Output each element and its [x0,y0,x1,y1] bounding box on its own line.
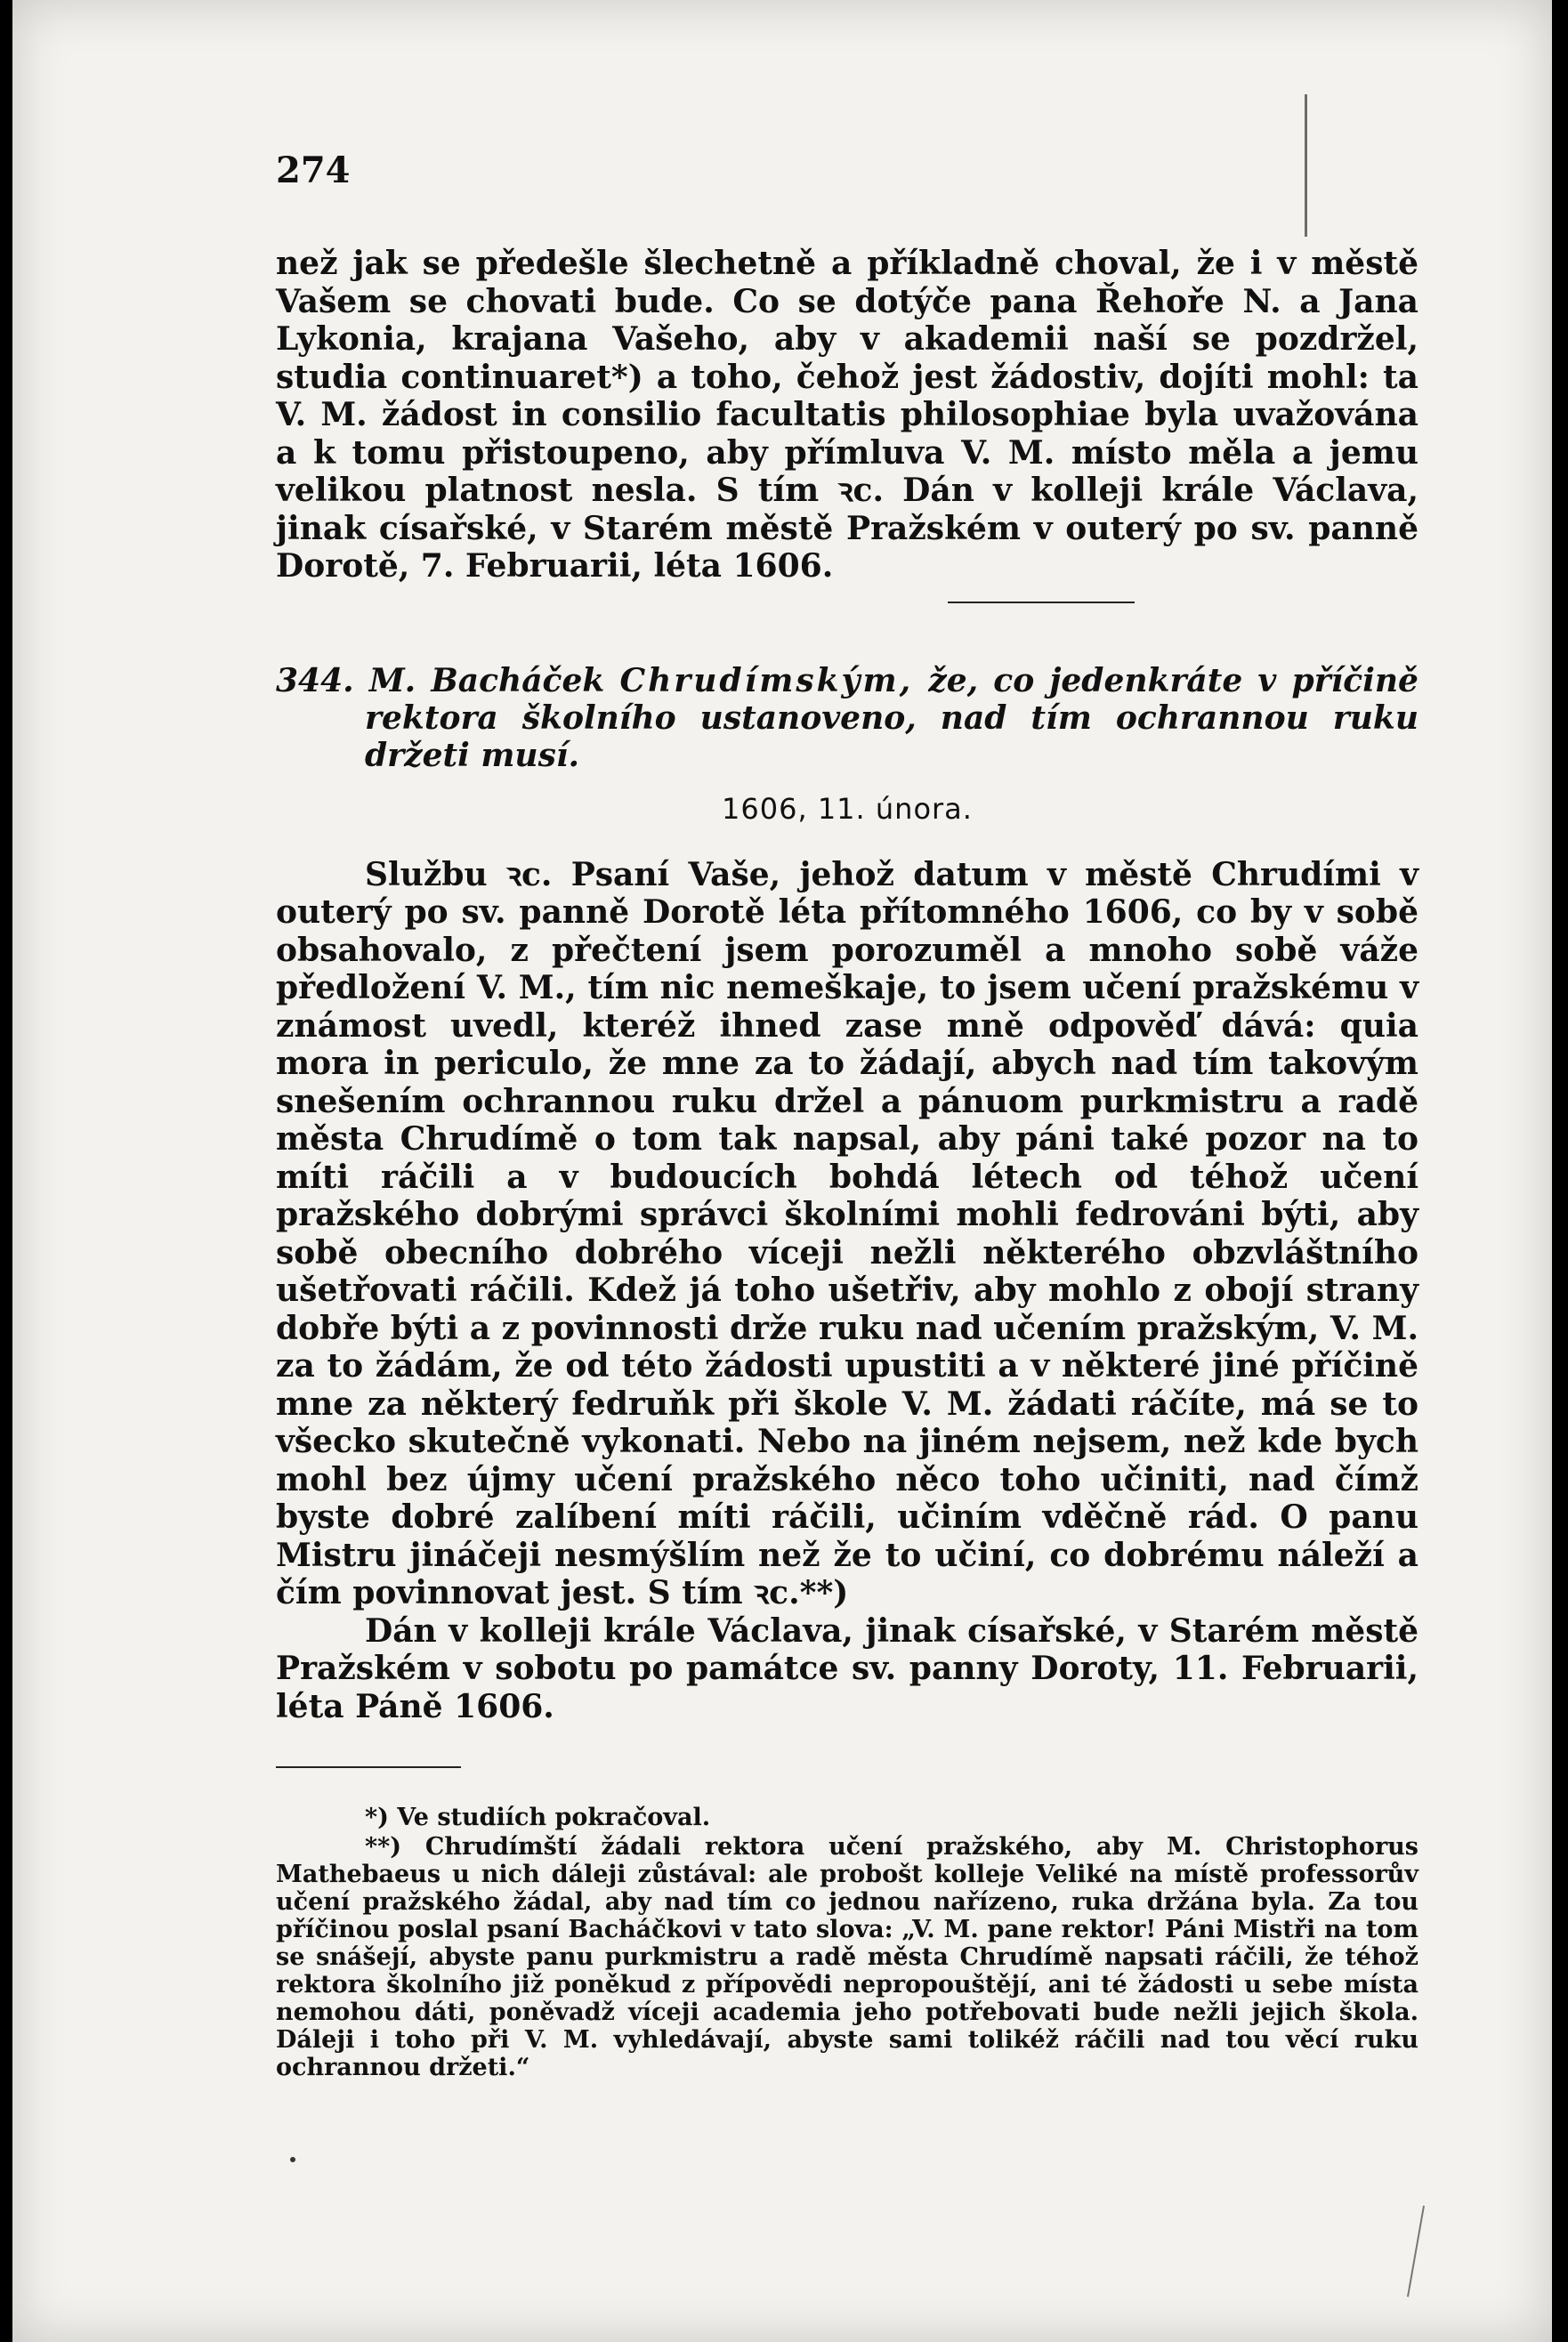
footnotes [276,1804,1418,2081]
page-number: 274 [276,149,351,191]
section-separator [948,602,1135,603]
letter-number: 344. [276,661,354,699]
ink-speck [290,2157,295,2162]
letter-sender: M. Bacháček [368,661,605,699]
margin-mark [1407,2206,1425,2298]
footnote-rule [276,1766,461,1768]
continued-paragraph: než jak se předešle šlechetně a příkladně choval, že i v městě Vašem se chovati bude. Co se dotýče pana Řehoře N. a Jana Lykonia, krajana Vašeho, aby v akademii naší se pozdržel, studia continuaret*) a toho, čehož jest žádostiv, dojíti mohl: ta V. M. žádost in consilio facultatis philosophiae byla uvažována a k tomu přistoupeno, aby přímluva V. M. místo měla a jemu velikou platnost nesla. S tím ꝛc. Dán v kolleji krále Václava, jinak císařské, v Starém městě Pražském v outerý po sv. panně Dorotě, 7. Februarii, léta 1606. [276,245,1418,585]
letter-recipient: Chrudímským, [619,661,914,699]
letter-closing: Dán v kolleji krále Václava, jinak císařské, v Starém městě Pražském v sobotu po památce sv. panny Doroty, 11. Februarii, léta Páně 1606. [276,1611,1418,1725]
letter-body: Službu ꝛc. Psaní Vaše, jehož datum v městě Chrudími v outerý po sv. panně Dorotě léta přítomného 1606, co by v sobě obsahovalo, z přečtení jsem porozuměl a mnoho sobě váže předložení V. M., tím nic nemeškaje, to jsem učení pražskému v známost uvedl, kteréž ihned zase mně odpověď dává: quia mora in periculo, že mne za to žádají, abych nad tím takovým snešením ochrannou ruku držel a pánuom purkmistru a radě města Chrudímě o tom tak napsal, aby páni také pozor na to míti ráčili a v budoucích bohdá létech od téhož učení pražského dobrými správci školními mohli fedrováni býti, aby sobě obecního dobrého víceji nežli některého obzvláštního ušetřovati ráčili. Kdež já toho ušetřiv, aby mohlo z obojí strany dobře býti a z povinnosti drže ruku nad učením pražským, V. M. za to žádám, že od této žádosti upustiti a v některé jiné příčině mne za některý fedruňk při škole V. M. žádati ráčíte, má se to všecko skutečně vykonati. Nebo na jiném nejsem, než kde bych mohl bez újmy učení pražského něco toho učiniti, nad čímž byste dobré zalíbení míti ráčili, učiním vděčně rád. O panu Mistru jináčeji nesmýšlím než že to učiní, co dobrému náleží a čím povinnovat jest. S tím ꝛc.**) [276,855,1418,1611]
letter-summary: že, co jedenkráte v příčině rektora školního ustanoveno, nad tím ochrannou ruku držeti musí. [365,661,1418,774]
footnote: **) Chrudímští žádali rektora učení pražského, aby M. Christophorus Mathebaeus u nich dáleji zůstával: ale probošt kolleje Veliké na místě professorův učení pražského žádal, aby nad tím co jednou nařízeno, ruka držána byla. Za tou příčinou poslal psaní Bacháčkovi v tato slova: „V. M. pane rektor! Páni Mistři na tom se snášejí, abyste panu purkmistru a radě města Chrudímě napsati ráčili, že téhož rektora školního již poněkud z přípovědi nepropouštějí, ani té žádosti u sebe místa nemohou dáti, poněvadž víceji academia jeho potřebovati bude nežli jejich škola. Dáleji i toho při V. M. vyhledávají, abyste sami tolikéž ráčili nad tou věcí ruku ochrannou držeti.“ [276,1833,1418,2081]
page-content [276,149,1418,2083]
letter-heading [276,662,1418,774]
footnote: *) Ve studiích pokračoval. [365,1804,711,1831]
letter-date: 1606, 11. února. [722,791,973,826]
book-page [12,0,1552,2342]
